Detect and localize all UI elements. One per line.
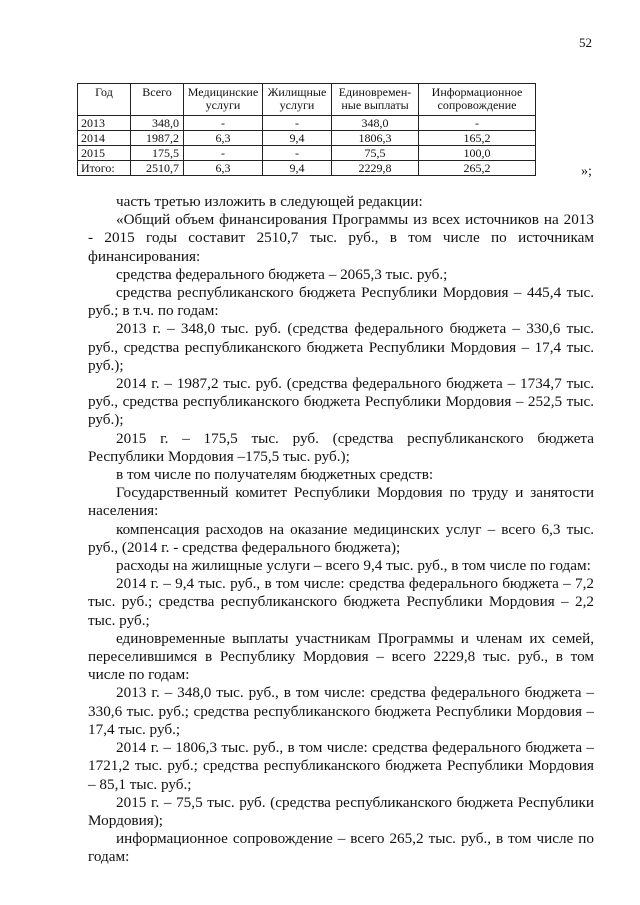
- paragraph: единовременные выплаты участникам Программы и членам их семей, переселившимся в Республику Мордовия – всего 2229,8 тыс. руб., в том числе по годам:: [88, 629, 594, 684]
- table-cell: 165,2: [419, 131, 536, 146]
- paragraph: расходы на жилищные услуги – всего 9,4 тыс. руб., в том числе по годам:: [116, 557, 591, 575]
- table-cell: 175,5: [131, 146, 184, 161]
- header-medical: Медицинские услуги: [184, 84, 263, 116]
- table-cell: -: [263, 146, 332, 161]
- paragraph: 2015 г. – 175,5 тыс. руб. (средства республиканского бюджета Республики Мордовия –175,5 тыс. руб.);: [88, 429, 594, 465]
- table-header-row: [78, 84, 536, 116]
- paragraph: 2014 г. – 1806,3 тыс. руб., в том числе: средства федерального бюджета – 1721,2 тыс. руб.; средства республиканского бюджета Республики Мордовия – 85,1 тыс. руб.;: [88, 739, 594, 793]
- header-lump-sum: Единовремен-ные выплаты: [332, 84, 419, 116]
- table-cell: -: [419, 116, 536, 131]
- paragraph: 2014 г. – 1987,2 тыс. руб. (средства федерального бюджета – 1734,7 тыс. руб., средства республиканского бюджета Республики Мордовия – 252,5 тыс. руб.);: [88, 375, 594, 429]
- page-number: 52: [579, 35, 592, 50]
- table-cell: 2015: [78, 146, 131, 161]
- table-total-row: [78, 161, 536, 176]
- paragraph: средства республиканского бюджета Республики Мордовия – 445,4 тыс. руб.; в т.ч. по годам:: [88, 284, 594, 320]
- table-cell: 2229,8: [332, 161, 419, 176]
- paragraph: 2013 г. – 348,0 тыс. руб., в том числе: средства федерального бюджета – 330,6 тыс. руб.; средства республиканского бюджета Республики Мордовия – 17,4 тыс. руб.;: [88, 684, 594, 738]
- table-cell: -: [263, 116, 332, 131]
- table-cell: 348,0: [332, 116, 419, 131]
- table-cell: 75,5: [332, 146, 419, 161]
- table-cell: 9,4: [263, 131, 332, 146]
- table-cell: 2013: [78, 116, 131, 131]
- table-cell: 348,0: [131, 116, 184, 131]
- header-total: Всего: [131, 84, 184, 116]
- table-cell: Итого:: [78, 161, 131, 176]
- paragraph: в том числе по получателям бюджетных средств:: [116, 466, 434, 484]
- header-info-support: Информационное сопровождение: [419, 84, 536, 116]
- table-cell: 6,3: [184, 131, 263, 146]
- paragraph: 2015 г. – 75,5 тыс. руб. (средства республиканского бюджета Республики Мордовия);: [88, 793, 594, 829]
- table-cell: 6,3: [184, 161, 263, 176]
- table-row: [78, 131, 536, 146]
- paragraph: информационное сопровождение – всего 265,2 тыс. руб., в том числе по годам:: [88, 830, 594, 866]
- funding-table: [77, 83, 536, 176]
- table-closing-quote: »;: [581, 164, 592, 179]
- paragraph: 2014 г. – 9,4 тыс. руб., в том числе: средства федерального бюджета – 7,2 тыс. руб.; средства республиканского бюджета Республики Мордовия – 2,2 тыс. руб.;: [88, 575, 594, 629]
- paragraph: часть третью изложить в следующей редакции:: [116, 193, 423, 210]
- paragraph: Государственный комитет Республики Мордовия по труду и занятости населения:: [88, 484, 594, 520]
- table-cell: -: [184, 146, 263, 161]
- table-cell: 9,4: [263, 161, 332, 176]
- paragraph: «Общий объем финансирования Программы из всех источников на 2013 - 2015 годы составит 2510,7 тыс. руб., в том числе по источникам финансирования:: [88, 211, 594, 265]
- header-housing: Жилищные услуги: [263, 84, 332, 116]
- table-row: [78, 116, 536, 131]
- header-year: Год: [78, 84, 131, 116]
- table-row: [78, 146, 536, 161]
- body-text: [88, 193, 594, 867]
- table-cell: 100,0: [419, 146, 536, 161]
- paragraph: компенсация расходов на оказание медицинских услуг – всего 6,3 тыс. руб., (2014 г. - средства федерального бюджета);: [88, 520, 594, 556]
- table-cell: 2510,7: [131, 161, 184, 176]
- paragraph: 2013 г. – 348,0 тыс. руб. (средства федерального бюджета – 330,6 тыс. руб., средства республиканского бюджета Республики Мордовия – 17,4 тыс. руб.);: [88, 320, 594, 374]
- table-cell: 1806,3: [332, 131, 419, 146]
- table-cell: 2014: [78, 131, 131, 146]
- table-cell: 1987,2: [131, 131, 184, 146]
- table-cell: 265,2: [419, 161, 536, 176]
- table-cell: -: [184, 116, 263, 131]
- paragraph: средства федерального бюджета – 2065,3 тыс. руб.;: [116, 265, 448, 283]
